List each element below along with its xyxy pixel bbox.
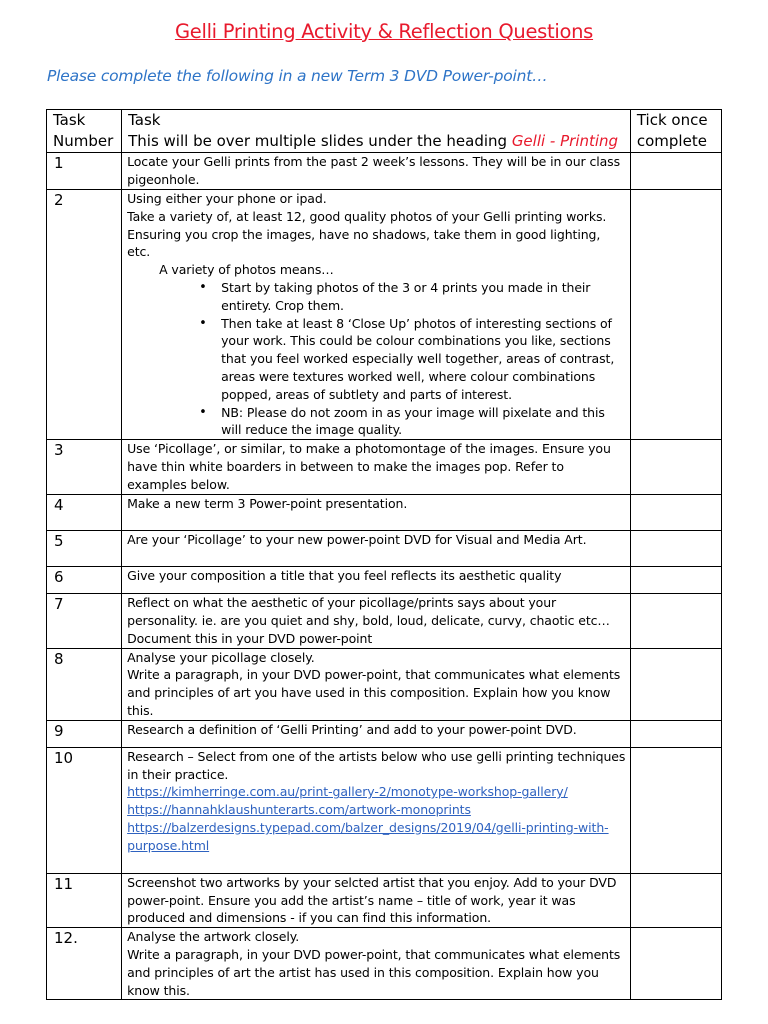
tick-cell[interactable] (630, 190, 721, 440)
task-number: 7 (47, 594, 122, 648)
task-intro-line: Take a variety of, at least 12, good quality photos of your Gelli printing works. Ensuring you crop the images, have no shadows, take them in good lighting, etc. (127, 208, 607, 260)
tick-cell[interactable] (630, 440, 721, 495)
tick-cell[interactable] (630, 495, 721, 531)
artist-link-3[interactable]: https://balzerdesigns.typepad.com/balzer_designs/2019/04/gelli-printing-with-purpose.html (127, 819, 609, 853)
task-number: 8 (47, 648, 122, 720)
table-row (47, 495, 722, 531)
header-tick-line2: complete (636, 132, 707, 150)
table-row (47, 440, 722, 495)
task-number: 12. (47, 928, 122, 1000)
task-number: 11 (47, 873, 122, 927)
table-row (47, 594, 722, 648)
task-intro-line: Using either your phone or ipad. (127, 191, 327, 206)
table-row (47, 567, 722, 594)
task-text (122, 747, 631, 873)
task-number: 2 (47, 190, 122, 440)
tick-cell[interactable] (630, 594, 721, 648)
task-number: 10 (47, 747, 122, 873)
task-text: Give your composition a title that you feel reflects its aesthetic quality (122, 567, 631, 594)
table-row (47, 531, 722, 567)
tick-cell[interactable] (630, 648, 721, 720)
task-text: Use ‘Picollage’, or similar, to make a photomontage of the images. Ensure you have thin white boarders in between to make the images pop. Refer to examples below. (122, 440, 631, 495)
table-row (47, 873, 722, 927)
list-item: • Then take at least 8 ‘Close Up’ photos of interesting sections of your work. This could be colour combinations you like, sections that you feel worked especially well together, areas of contrast, areas were textures worked well, where colour combinations popped, areas of subtlety and parts of interest. (221, 315, 626, 404)
task-text: Are your ‘Picollage’ to your new power-point DVD for Visual and Media Art. (122, 531, 631, 567)
artist-link-1[interactable]: https://kimherringe.com.au/print-gallery-2/monotype-workshop-gallery/ (127, 784, 568, 800)
table-row (47, 747, 722, 873)
header-task (122, 110, 631, 153)
header-task-number-line1: Task (53, 111, 86, 129)
header-task-number-line2: Number (53, 132, 114, 150)
tick-cell[interactable] (630, 531, 721, 567)
task-text: Locate your Gelli prints from the past 2 week’s lessons. They will be in our class pigeonhole. (122, 153, 631, 190)
table-row (47, 720, 722, 747)
artist-link-2[interactable]: https://hannahklaushunterarts.com/artwork-monoprints (127, 802, 471, 818)
tick-cell[interactable] (630, 567, 721, 594)
task-number: 4 (47, 495, 122, 531)
task-line: Analyse your picollage closely. (127, 649, 315, 665)
table-header-row (47, 110, 722, 153)
table-row (47, 190, 722, 440)
header-task-number (47, 110, 122, 153)
tick-cell[interactable] (630, 720, 721, 747)
tick-cell[interactable] (630, 153, 721, 190)
list-item: • Start by taking photos of the 3 or 4 prints you made in their entirety. Crop them. (221, 279, 626, 315)
task-text: Screenshot two artworks by your selcted artist that you enjoy. Add to your DVD power-point. Ensure you add the artist’s name – title of work, year it was produced and dimensions - if you can find this information. (122, 873, 631, 927)
task-text: Reflect on what the aesthetic of your picollage/prints says about your personality. ie. are you quiet and shy, bold, loud, delicate, curvy, chaotic etc… Document this in your DVD power-point (122, 594, 631, 648)
task-number: 9 (47, 720, 122, 747)
task-number: 5 (47, 531, 122, 567)
task-line: Write a paragraph, in your DVD power-point, that communicates what elements and principles of art the artist has used in this composition. Explain how you know this. (127, 946, 621, 998)
task-line: Write a paragraph, in your DVD power-point, that communicates what elements and principles of art you have used in this composition. Explain how you know this. (127, 667, 621, 718)
tick-cell[interactable] (630, 873, 721, 927)
task-line: Analyse the artwork closely. (127, 929, 300, 945)
task-number: 6 (47, 567, 122, 594)
task-text: Research a definition of ‘Gelli Printing’ and add to your power-point DVD. (122, 720, 631, 747)
task-text (122, 190, 631, 440)
task-line: Research – Select from one of the artists below who use gelli printing techniques in their practice. (127, 748, 626, 782)
document-subtitle: Please complete the following in a new Term 3 DVD Power-point… (47, 67, 548, 85)
task-text (122, 928, 631, 1000)
table-row (47, 928, 722, 1000)
table-row (47, 648, 722, 720)
header-tick (630, 110, 721, 153)
document-title: Gelli Printing Activity & Reflection Questions (174, 20, 594, 43)
task-text (122, 648, 631, 720)
task-table (46, 109, 722, 1000)
header-tick-line1: Tick once (636, 111, 708, 129)
list-item: • NB: Please do not zoom in as your image will pixelate and this will reduce the image quality. (221, 404, 626, 440)
header-task-line1: Task (128, 111, 161, 129)
tick-cell[interactable] (630, 928, 721, 1000)
task-bullet-list (127, 279, 626, 439)
task-number: 3 (47, 440, 122, 495)
header-task-text: This will be over multiple slides under the heading (128, 132, 512, 150)
tick-cell[interactable] (630, 747, 721, 873)
task-sub-heading: A variety of photos means… (159, 262, 334, 278)
task-number: 1 (47, 153, 122, 190)
header-task-line2 (128, 131, 630, 152)
table-row (47, 153, 722, 190)
task-text: Make a new term 3 Power-point presentation. (122, 495, 631, 531)
header-task-highlight: Gelli - Printing (511, 132, 619, 150)
